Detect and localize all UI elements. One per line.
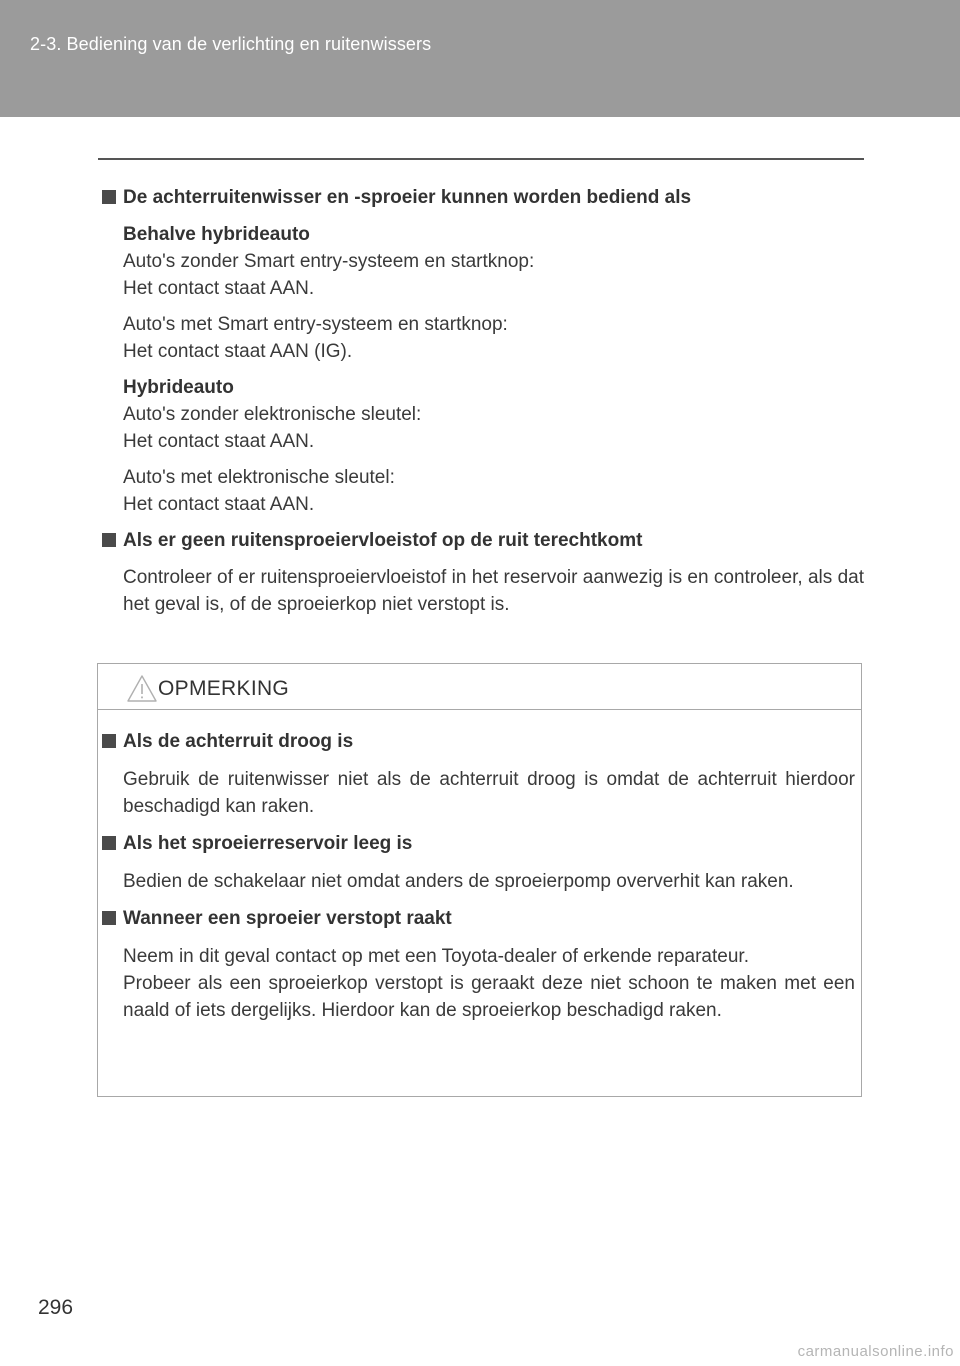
section-body-no-fluid: Controleer of er ruitensproeiervloeistof in het reservoir aanwezig is en controleer, als dat het geval is, of de sproeierkop niet verstopt is.	[123, 567, 864, 615]
subheading-hybrid: Hybrideauto	[123, 377, 234, 398]
notice-body	[98, 728, 863, 1034]
notice-text: Probeer als een sproeierkop verstopt is geraakt deze niet schoon te maken met een naald of iets dergelijks. Hierdoor kan de sproeierkop beschadigd raken.	[123, 973, 855, 1021]
heading-text: Als de achterruit droog is	[123, 731, 354, 752]
notice-text: Gebruik de ruitenwisser niet als de achterruit droog is omdat de achterruit hierdoor beschadigd kan raken.	[123, 769, 855, 817]
square-bullet-icon	[102, 734, 116, 748]
condition-line: Auto's met Smart entry-systeem en startknop:	[123, 314, 508, 335]
square-bullet-icon	[102, 911, 116, 925]
main-content	[98, 184, 864, 627]
watermark: carmanualsonline.info	[797, 1343, 954, 1360]
notice-heading-empty-reservoir	[98, 830, 855, 857]
section-heading-operation	[98, 184, 864, 211]
heading-text: De achterruitenwisser en -sproeier kunnen worden bediend als	[123, 187, 692, 208]
page-number: 296	[38, 1296, 74, 1319]
warning-triangle-icon	[126, 674, 158, 703]
top-divider	[98, 158, 864, 160]
subheading-non-hybrid: Behalve hybrideauto	[123, 224, 310, 245]
condition-block-hybrid	[98, 374, 864, 455]
heading-text: Als er geen ruitensproeiervloeistof op de ruit terechtkomt	[123, 530, 643, 551]
condition-line: Auto's zonder Smart entry-systeem en startknop:	[123, 251, 535, 272]
notice-text: Bedien de schakelaar niet omdat anders de sproeierpomp oververhit kan raken.	[123, 871, 794, 892]
condition-line: Auto's met elektronische sleutel:	[123, 467, 395, 488]
condition-line: Het contact staat AAN.	[123, 278, 315, 299]
condition-line: Het contact staat AAN (IG).	[123, 341, 353, 362]
square-bullet-icon	[102, 836, 116, 850]
square-bullet-icon	[102, 533, 116, 547]
condition-block-smart-entry	[98, 311, 864, 365]
condition-line: Het contact staat AAN.	[123, 431, 315, 452]
condition-line: Auto's zonder elektronische sleutel:	[123, 404, 422, 425]
notice-heading-dry-window	[98, 728, 855, 755]
section-title: 2-3. Bediening van de verlichting en ruitenwissers	[30, 34, 432, 54]
condition-block-electronic-key	[98, 464, 864, 518]
notice-heading-clogged-nozzle	[98, 905, 855, 932]
notice-box	[97, 663, 862, 1097]
notice-header	[98, 664, 861, 710]
condition-line: Het contact staat AAN.	[123, 494, 315, 515]
section-heading-no-fluid	[98, 527, 864, 554]
heading-text: Als het sproeierreservoir leeg is	[123, 833, 413, 854]
condition-block-non-hybrid	[98, 221, 864, 302]
heading-text: Wanneer een sproeier verstopt raakt	[123, 908, 452, 929]
square-bullet-icon	[102, 190, 116, 204]
notice-text: Neem in dit geval contact op met een Toyota-dealer of erkende reparateur.	[123, 946, 749, 967]
header-band	[0, 0, 960, 117]
notice-title: OPMERKING	[158, 677, 290, 700]
